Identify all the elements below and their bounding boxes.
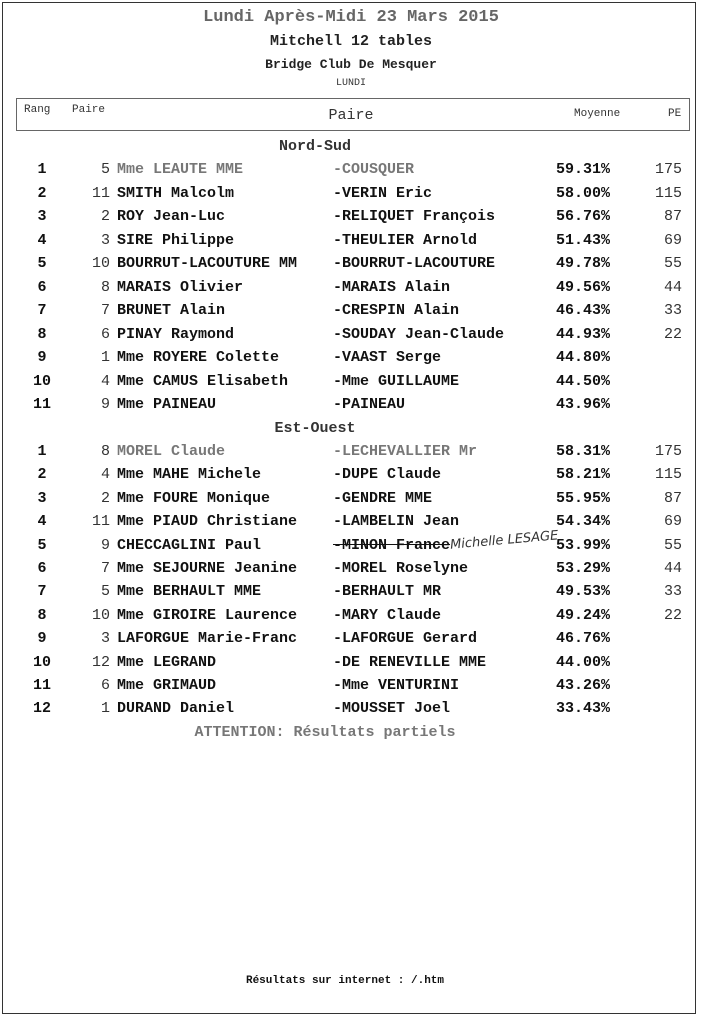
table-row [0,513,702,535]
col-paire: Paire [328,107,374,124]
col-pe: PE [668,108,682,120]
average: 58.00% [556,184,611,202]
pair-number: 8 [100,443,110,460]
pe-points: 87 [663,208,682,225]
player-2: -PAINEAU [333,396,406,413]
rank: 7 [37,302,47,319]
player-2: -GENDRE MME [333,489,433,507]
handwritten-correction: Michelle LESAGE [449,528,559,553]
table-row [0,700,702,722]
player-1: SMITH Malcolm [117,184,235,202]
rank: 11 [32,396,51,413]
attention-note: ATTENTION: Résultats partiels [194,724,456,741]
average: 56.76% [556,208,611,225]
pair-number: 6 [100,325,110,343]
average: 44.80% [556,349,611,366]
rank: 12 [32,700,51,718]
rank: 1 [37,161,47,178]
table-row [0,630,702,652]
rank: 6 [37,278,47,296]
player-1: Mme PIAUD Christiane [117,513,298,531]
pair-number: 10 [91,606,110,624]
rank: 9 [37,630,47,648]
average: 46.76% [556,630,611,648]
average: 53.29% [556,560,611,577]
player-2: -MOUSSET Joel [333,700,451,718]
pe-points: 22 [663,606,682,624]
player-1: LAFORGUE Marie-Franc [117,630,298,648]
pe-points: 115 [654,466,682,484]
player-2: -VERIN Eric [333,184,433,202]
table-row [0,560,702,582]
player-2: -MARAIS Alain [333,278,451,296]
player-1: Mme SEJOURNE Jeanine [117,560,298,577]
rank: 8 [37,325,47,343]
pair-number: 6 [100,677,110,694]
table-row [0,302,702,324]
player-2: -DUPE Claude [333,466,442,484]
player-1: Mme GRIMAUD [117,677,217,694]
player-2: -COUSQUER [333,161,415,178]
table-row [0,208,702,230]
player-1: MARAIS Olivier [117,278,244,296]
pair-number: 8 [100,278,110,296]
pair-number: 11 [91,184,110,202]
rank: 8 [37,606,47,624]
average: 49.78% [556,255,611,272]
rank: 3 [37,208,47,225]
average: 54.34% [556,513,611,531]
rank: 10 [32,372,51,390]
player-2: -Mme GUILLAUME [333,372,460,390]
player-2: -BOURRUT-LACOUTURE [333,255,496,272]
movement-title: Mitchell 12 tables [269,33,433,50]
player-1: PINAY Raymond [117,325,235,343]
pe-points: 115 [654,184,682,202]
pair-number: 5 [100,583,110,601]
average: 46.43% [556,302,611,319]
pe-points: 175 [654,161,682,178]
player-1: Mme LEGRAND [117,653,217,671]
player-1: Mme PAINEAU [117,396,217,413]
average: 49.56% [556,278,611,296]
club-name: Bridge Club De Mesquer [265,57,437,72]
pair-number: 3 [100,231,110,249]
player-1: ROY Jean-Luc [117,208,226,225]
rank: 10 [32,653,51,671]
rank: 5 [37,255,47,272]
col-paire-number: Paire [72,104,106,116]
average: 49.24% [556,606,611,624]
player-2: -RELIQUET François [333,208,496,225]
player-2: -LAFORGUE Gerard [333,630,478,648]
rank: 11 [32,677,51,694]
player-2: -MOREL Roselyne [333,560,469,577]
rank: 9 [37,349,47,366]
footer-internet: Résultats sur internet : /.htm [245,975,445,987]
pair-number: 12 [91,653,110,671]
average: 33.43% [556,700,611,718]
player-2: -THEULIER Arnold [333,231,478,249]
table-row [0,232,702,254]
col-rang: Rang [24,104,51,116]
col-moyenne: Moyenne [574,108,621,120]
player-2: -SOUDAY Jean-Claude [333,325,505,343]
average: 58.31% [556,443,611,460]
pair-number: 10 [91,255,110,272]
table-row [0,490,702,512]
rank: 2 [37,466,47,484]
section-nord-sud: Nord-Sud [278,138,351,155]
rank: 7 [37,583,47,601]
pair-number: 2 [100,489,110,507]
rank: 5 [37,536,47,554]
pair-number: 11 [91,513,110,531]
pe-points: 69 [663,513,682,531]
player-1: Mme FOURE Monique [117,489,271,507]
rank: 4 [37,513,47,531]
table-row [0,396,702,418]
rank: 4 [37,231,47,249]
player-1: Mme CAMUS Elisabeth [117,372,289,390]
player-2: -DE RENEVILLE MME [333,653,487,671]
section-est-ouest: Est-Ouest [274,420,356,437]
player-2: -Mme VENTURINI [333,677,460,694]
player-1: SIRE Philippe [117,231,235,249]
pair-number: 5 [100,161,110,178]
table-row [0,443,702,465]
player-1: Mme GIROIRE Laurence [117,606,298,624]
table-row [0,677,702,699]
player-1: Mme ROYERE Colette [117,349,280,366]
rank: 1 [37,443,47,460]
table-row [0,185,702,207]
pair-number: 4 [100,372,110,390]
player-2: -CRESPIN Alain [333,302,460,319]
average: 51.43% [556,231,611,249]
pe-points: 22 [663,325,682,343]
pair-number: 2 [100,208,110,225]
pe-points: 55 [663,255,682,272]
pair-number: 4 [100,466,110,484]
player-2: -VAAST Serge [333,349,442,366]
table-row [0,607,702,629]
player-1: BOURRUT-LACOUTURE MM [117,255,298,272]
pe-points: 175 [654,443,682,460]
table-row [0,161,702,183]
table-row [0,583,702,605]
average: 59.31% [556,161,611,178]
table-row [0,349,702,371]
page-title: Lundi Après-Midi 23 Mars 2015 [203,8,499,27]
player-2: -MINON France [333,536,451,554]
player-2: -BERHAULT MR [333,583,442,601]
pair-number: 3 [100,630,110,648]
pair-number: 1 [100,700,110,718]
pe-points: 69 [663,231,682,249]
table-row [0,537,702,559]
pair-number: 9 [100,536,110,554]
rank: 3 [37,489,47,507]
pair-number: 7 [100,560,110,577]
average: 58.21% [556,466,611,484]
session-label: LUNDI [335,78,366,89]
player-2: -LAMBELIN Jean [333,513,460,531]
average: 43.26% [556,677,611,694]
pe-points: 87 [663,489,682,507]
rank: 2 [37,184,47,202]
player-1: Mme LEAUTE MME [117,161,244,178]
player-1: CHECCAGLINI Paul [117,536,262,554]
average: 44.93% [556,325,611,343]
player-2: -LECHEVALLIER Mr [333,443,478,460]
average: 44.50% [556,372,611,390]
table-row [0,373,702,395]
player-1: BRUNET Alain [117,302,226,319]
pair-number: 1 [100,349,110,366]
player-2: -MARY Claude [333,606,442,624]
player-1: MOREL Claude [117,443,226,460]
pair-number: 9 [100,396,110,413]
pe-points: 55 [663,536,682,554]
average: 49.53% [556,583,611,601]
pe-points: 33 [663,583,682,601]
player-1: Mme BERHAULT MME [117,583,262,601]
pair-number: 7 [100,302,110,319]
pe-points: 33 [663,302,682,319]
table-row [0,466,702,488]
pe-points: 44 [663,560,682,577]
player-1: DURAND Daniel [117,700,235,718]
table-row [0,326,702,348]
table-row [0,654,702,676]
average: 43.96% [556,396,611,413]
average: 53.99% [556,536,611,554]
average: 44.00% [556,653,611,671]
rank: 6 [37,560,47,577]
table-row [0,279,702,301]
pe-points: 44 [663,278,682,296]
table-row [0,255,702,277]
average: 55.95% [556,489,611,507]
player-1: Mme MAHE Michele [117,466,262,484]
